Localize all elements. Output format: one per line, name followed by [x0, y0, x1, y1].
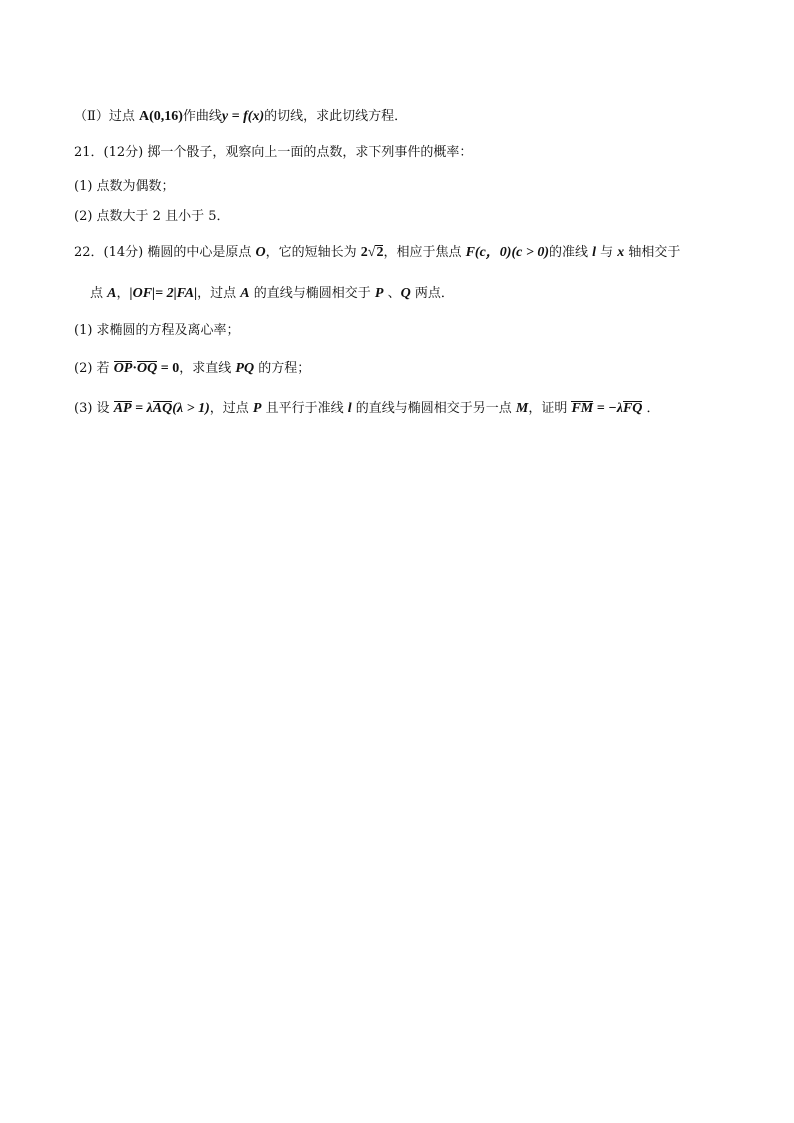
q20-point-A: A(0,16)	[138, 109, 183, 124]
q22-item-3-text-5: ，证明	[528, 401, 572, 416]
q22-point-M: M	[515, 401, 529, 416]
q21-stem-text: 21．(12分) 掷一个骰子，观察向上一面的点数，求下列事件的概率：	[74, 145, 473, 160]
q22-stem-text-7: 点	[90, 286, 108, 301]
q22-equals-zero: = 0	[157, 361, 180, 376]
q20-part2-text-2: 作曲线	[182, 109, 222, 124]
q22-stem-text-8: ，	[116, 286, 130, 301]
q22-item-2	[74, 360, 310, 378]
q22-x-axis: x	[617, 245, 625, 260]
q22-item-1-text: (1) 求椭圆的方程及离心率；	[74, 323, 240, 338]
q20-curve-expr: y = f(x)	[221, 109, 265, 124]
q22-item-3-text-3: 且平行于准线	[261, 401, 348, 416]
q22-neg-lambda: = −λ	[593, 401, 623, 416]
q22-vector-OP: OP	[113, 361, 133, 376]
q22-item-2-text-3: 的方程；	[254, 361, 311, 376]
q22-stem-text-2: ，它的短轴长为	[265, 245, 361, 260]
q22-stem-text-6: 轴相交于	[624, 245, 681, 260]
q22-item-1	[74, 322, 240, 340]
q22-item-2-text-1: (2) 若	[74, 361, 114, 376]
q22-point-A: A	[107, 286, 117, 301]
q22-stem-line-b	[90, 285, 454, 303]
q22-point-P-2: P	[252, 401, 262, 416]
q22-item-3-text-4: 的直线与椭圆相交于另一点	[351, 401, 516, 416]
q22-lambda-eq: = λ	[131, 401, 153, 416]
q20-part2-line	[74, 108, 407, 126]
q22-directrix-l-2: l	[347, 401, 352, 416]
q22-item-3-text-2: ，过点	[209, 401, 253, 416]
q22-stem-text-10: 的直线与椭圆相交于	[249, 286, 375, 301]
q22-sqrt-symbol: √	[367, 245, 376, 260]
q21-item-1-text: (1) 点数为偶数；	[74, 179, 175, 194]
q22-sqrt-radicand: 2	[376, 245, 384, 260]
q22-focus-expr: F(c，0)(c > 0)	[465, 245, 549, 260]
q22-vector-AP: AP	[113, 401, 132, 416]
q21-item-2	[74, 208, 230, 226]
q22-directrix-l: l	[592, 245, 597, 260]
q20-part2-text-3: 的切线，求此切线方程．	[264, 109, 408, 124]
q22-stem-text-3: ，相应于焦点	[383, 245, 466, 260]
q21-stem-line	[74, 144, 472, 162]
q22-stem-text-12: 两点．	[410, 286, 454, 301]
q22-stem-text-11: 、	[383, 286, 401, 301]
q22-item-3	[74, 400, 660, 418]
q22-stem-line-a	[74, 244, 680, 262]
q22-item-2-text-2: ，求直线	[179, 361, 236, 376]
q22-stem-text-1: 22．(14分) 椭圆的中心是原点	[74, 245, 256, 260]
q22-vector-FM: FM	[571, 401, 594, 416]
q22-point-P: P	[374, 286, 384, 301]
q22-item-3-text-1: (3) 设	[74, 401, 114, 416]
q22-point-A-2: A	[240, 286, 250, 301]
q21-item-2-text: (2) 点数大于 2 且小于 5．	[74, 209, 230, 224]
q22-lambda-condition: (λ > 1)	[172, 401, 210, 416]
q22-stem-text-9: ，过点	[197, 286, 241, 301]
q22-short-axis-coef: 2	[360, 245, 368, 260]
q22-dot-operator: ·	[132, 361, 138, 376]
q22-vector-OQ: OQ	[137, 361, 158, 376]
q22-origin-O: O	[255, 245, 266, 260]
q21-item-1	[74, 178, 175, 196]
q22-stem-text-5: 与	[596, 245, 618, 260]
q22-point-Q: Q	[400, 286, 411, 301]
q22-vector-FQ: FQ	[622, 401, 643, 416]
q22-vector-AQ: AQ	[152, 401, 173, 416]
q22-distance-relation: |OF|= 2|FA|	[129, 286, 198, 301]
q22-item-3-text-6: ．	[642, 401, 660, 416]
q22-line-PQ: PQ	[235, 361, 255, 376]
q20-part2-text-1: （Ⅱ）过点	[74, 109, 139, 124]
q22-stem-text-4: 的准线	[549, 245, 593, 260]
